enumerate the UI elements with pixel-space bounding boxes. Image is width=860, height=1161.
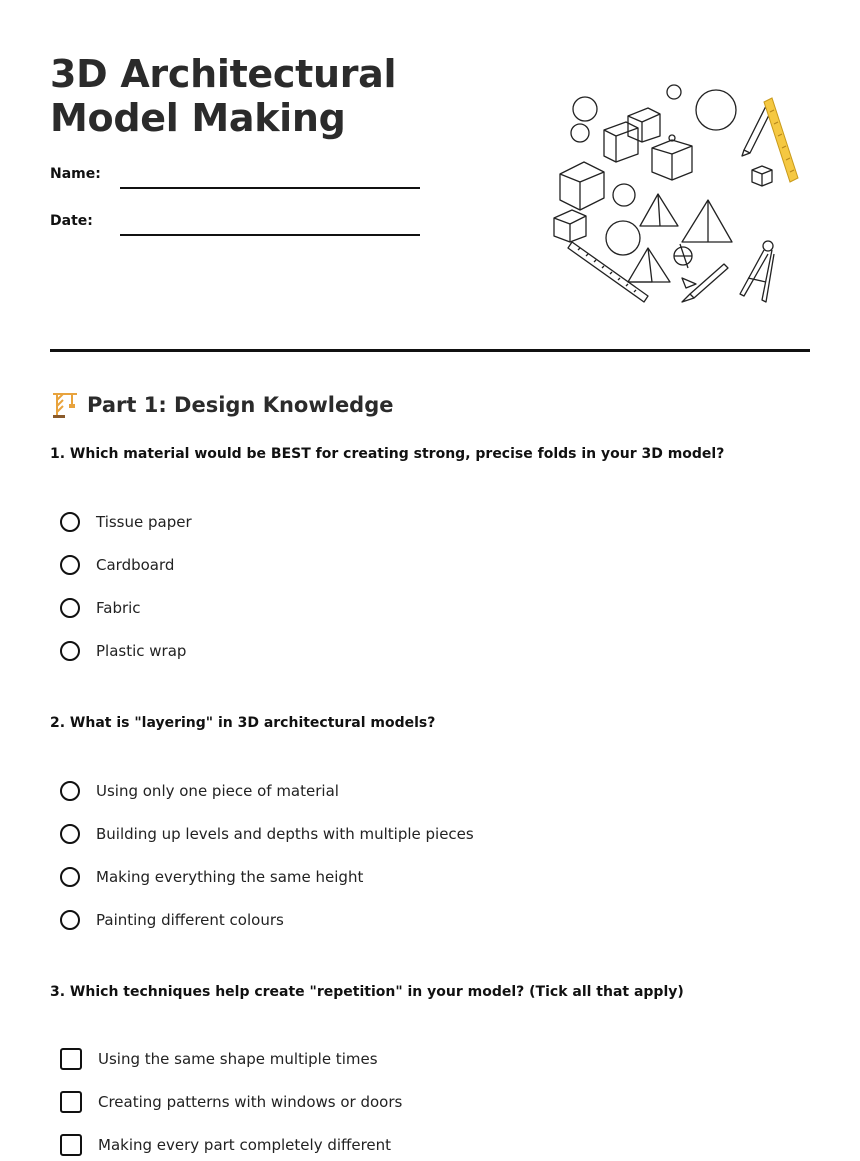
pencil-shape	[682, 264, 728, 302]
date-label: Date:	[50, 213, 93, 229]
cube-shape	[554, 210, 586, 242]
option-label: Plastic wrap	[96, 642, 187, 660]
cube-shape	[560, 162, 604, 210]
radio-button[interactable]	[60, 555, 80, 575]
section-heading	[50, 389, 394, 421]
option-label: Creating patterns with windows or doors	[98, 1093, 403, 1111]
name-label: Name:	[50, 166, 101, 182]
pyramid-shape	[640, 194, 678, 226]
sphere-shape	[674, 244, 692, 268]
checkbox[interactable]	[60, 1048, 82, 1070]
radio-button[interactable]	[60, 824, 80, 844]
date-field-row	[50, 213, 430, 243]
circle-shape	[696, 90, 736, 130]
q2-option-4[interactable]	[60, 907, 284, 933]
page-title: 3D Architectural Model Making	[50, 52, 397, 140]
pyramid-shape	[682, 200, 732, 242]
name-field-row	[50, 166, 430, 196]
q2-option-1[interactable]	[60, 778, 339, 804]
name-input-line[interactable]	[120, 187, 420, 189]
option-label: Making every part completely different	[98, 1136, 392, 1154]
pyramid-shape	[628, 248, 670, 282]
radio-button[interactable]	[60, 910, 80, 930]
option-label: Using only one piece of material	[96, 782, 339, 800]
compass-shape	[740, 241, 774, 302]
q1-option-3[interactable]	[60, 595, 141, 621]
construction-crane-icon	[50, 390, 80, 420]
radio-button[interactable]	[60, 781, 80, 801]
question-1: 1. Which material would be BEST for creating strong, precise folds in your 3D model?	[50, 446, 725, 462]
q1-option-4[interactable]	[60, 638, 186, 664]
question-2: 2. What is "layering" in 3D architectural models?	[50, 715, 436, 731]
cube-shape	[752, 166, 772, 186]
checkbox[interactable]	[60, 1134, 82, 1156]
option-label: Fabric	[96, 599, 141, 617]
q3-option-2[interactable]	[60, 1089, 402, 1115]
radio-button[interactable]	[60, 867, 80, 887]
checkbox[interactable]	[60, 1091, 82, 1113]
radio-button[interactable]	[60, 598, 80, 618]
section-divider	[50, 349, 810, 352]
section-heading-text: Part 1: Design Knowledge	[87, 393, 394, 417]
geometric-shapes-illustration	[548, 82, 810, 314]
q2-option-2[interactable]	[60, 821, 474, 847]
q3-option-1[interactable]	[60, 1046, 378, 1072]
option-label: Tissue paper	[96, 513, 192, 531]
q2-option-3[interactable]	[60, 864, 363, 890]
q1-option-1[interactable]	[60, 509, 192, 535]
radio-button[interactable]	[60, 641, 80, 661]
circle-shape	[667, 85, 681, 99]
option-label: Cardboard	[96, 556, 175, 574]
ruler-shape	[568, 242, 648, 302]
eraser-shape	[682, 278, 696, 288]
question-3: 3. Which techniques help create "repetition" in your model? (Tick all that apply)	[50, 984, 684, 1000]
circle-shape	[606, 221, 640, 255]
option-label: Making everything the same height	[96, 868, 364, 886]
cube-shape	[604, 122, 638, 162]
q3-option-3[interactable]	[60, 1132, 391, 1158]
q1-option-2[interactable]	[60, 552, 174, 578]
circle-shape	[613, 184, 635, 206]
option-label: Painting different colours	[96, 911, 284, 929]
circle-shape	[573, 97, 597, 121]
radio-button[interactable]	[60, 512, 80, 532]
cube-shape	[652, 135, 692, 180]
date-input-line[interactable]	[120, 234, 420, 236]
option-label: Using the same shape multiple times	[98, 1050, 378, 1068]
option-label: Building up levels and depths with multiple pieces	[96, 825, 474, 843]
circle-shape	[571, 124, 589, 142]
